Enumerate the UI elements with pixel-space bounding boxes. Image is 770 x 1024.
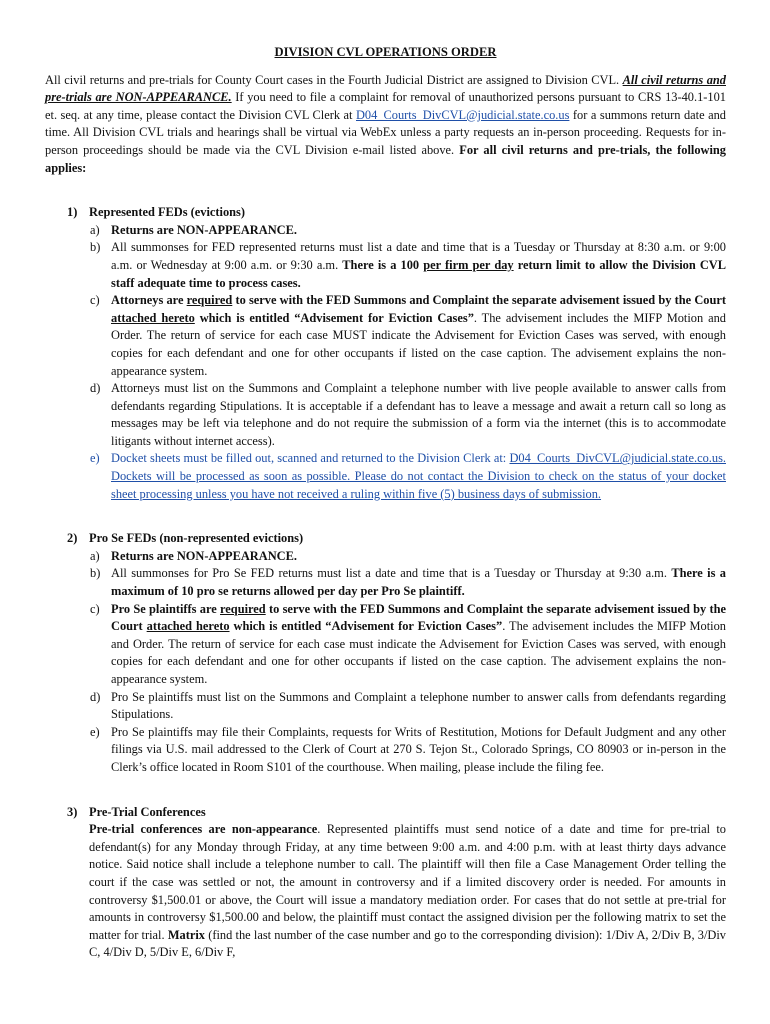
list-item (90, 380, 726, 450)
intro-applies-text: For all civil returns and pre-trials, the following applies: (45, 142, 727, 175)
list-item (90, 601, 727, 689)
item-text-bold-underline: required (220, 601, 266, 616)
item-text: Returns are NON-APPEARANCE. (111, 222, 297, 237)
list-item (90, 222, 726, 240)
item-letter: b) (90, 566, 101, 581)
item-letter: a) (90, 222, 100, 237)
list-item (90, 548, 726, 566)
item-text-bold: to serve with the FED Summons and Complaint the separate advisement issued by the Court (232, 293, 726, 308)
section-heading: Represented FEDs (evictions) (89, 205, 246, 220)
section-pro-se-feds (45, 530, 726, 776)
item-text: All summonses for Pro Se FED returns must list a date and time that is a Tuesday or Thursday at 9:30 a.m. (111, 566, 672, 581)
matrix-text: (find the last number of the case number and go to the corresponding division): 1/Div A, 2/Div B, 3/Div C, 4/Div D, 5/Div E, 6/Div F, (89, 927, 726, 960)
item-text: Attorneys must list on the Summons and Complaint a telephone number with live people available to answer calls from defendants regarding Stipulations. It is acceptable if a defendant has to leave a message and await a return call so long as messages may be left via telephone and do not require the submission of a form via the internet (this is to accommodate litigants without internet access). (111, 381, 726, 448)
pre-trial-text: . Represented plaintiffs must send notice of a date and time for pre-trial to defendant(s) for any Monday through Friday, at any time between 9:00 a.m. and 4:00 p.m. with at least thirty days advance notice. Said notice shall include a telephone number to call. The plaintiff will then file a Case Management Order telling the court if the case was settled or not, the amount in controversy and if a limited discovery order is needed. For amounts in controversy $1,500.01 or above, the Court will issue a mandatory mediation order. For cases that do not settle at pre-trial for amounts in controversy $1,500.00 and below, the plaintiff must contact the assigned division per the following matrix to set the matter for trial. (89, 822, 727, 942)
section-pre-trial-conferences (45, 804, 726, 962)
item-text-bold: There is a maximum of 10 pro se returns allowed per day per Pro Se plaintiff. (111, 566, 726, 599)
item-text-bold-underline: required (186, 293, 233, 308)
section-number: 2) (67, 531, 78, 546)
section-heading: Pre-Trial Conferences (89, 804, 206, 819)
section-number: 3) (67, 804, 78, 819)
item-letter: d) (90, 689, 101, 704)
section-number: 1) (67, 205, 78, 220)
item-text-bold: which is entitled “Advisement for Eviction Cases” (229, 619, 503, 634)
item-text-bold: Attorneys are (111, 293, 187, 308)
item-text-bold-underline: attached hereto (111, 310, 195, 325)
section-heading: Pro Se FEDs (non-represented evictions) (89, 531, 304, 546)
intro-non-appearance: All civil returns and pre-trials are NON-APPEARANCE. (45, 72, 726, 105)
list-item (90, 724, 726, 777)
item-text-bold-underline: attached hereto (146, 619, 230, 634)
item-text-bold: to serve with the FED Summons and Complaint the separate advisement issued by the Court (111, 601, 727, 634)
item-letter: d) (90, 381, 101, 396)
document-title: DIVISION CVL OPERATIONS ORDER (274, 45, 497, 59)
item-text: All summonses for FED represented returns must list a date and time that is a Tuesday or Thursday at 8:30 a.m. or 9:00 a.m. or Wednesday at 9:00 a.m. or 9:30 a.m. (111, 240, 726, 272)
list-item (90, 689, 726, 724)
list-item (90, 239, 726, 292)
intro-text-3: for a summons return date and time. All Division CVL trials and hearings shall be virtual via WebEx unless a party requests an in-person proceeding. Requests for in-person proceedings should be made via the CVL Division e-mail listed above. (45, 107, 726, 157)
item-text-bold: return limit to allow the Division CVL staff adequate time to process cases. (111, 257, 726, 290)
item-letter: c) (90, 293, 100, 308)
item-text: Pro Se plaintiffs must list on the Summons and Complaint a telephone number to answer calls from defendants regarding Stipulations. (111, 689, 726, 722)
item-text-bold: Pro Se plaintiffs are (111, 601, 221, 616)
list-item (90, 292, 726, 380)
intro-text-2: If you need to file a complaint for removal of unauthorized persons pursuant to CRS 13-40.1-101 et. seq. at any time, please contact the Division CVL Clerk at (45, 90, 726, 122)
item-letter: e) (90, 724, 100, 739)
item-text: Docket sheets must be filled out, scanned and returned to the Division Clerk at: (111, 451, 510, 466)
item-text: . The advisement includes the MIFP Motion and Order. The return of service for each case MUST indicate the Advisement for Eviction Cases was served, with enough copies for each defendant and one for other occupants if listed on the case caption. The advisement explains the non-appearance system. (111, 310, 726, 378)
item-letter: b) (90, 240, 101, 255)
list-item (90, 565, 726, 600)
item-letter: e) (90, 451, 100, 466)
intro-text-1: All civil returns and pre-trials for County Court cases in the Fourth Judicial District are assigned to Division CVL. (45, 72, 623, 87)
pre-trial-paragraph (45, 821, 726, 962)
list-item (90, 450, 726, 503)
item-text: Returns are NON-APPEARANCE. (111, 548, 297, 563)
matrix-label: Matrix (167, 927, 205, 942)
item-text: . The advisement includes the MIFP Motion and Order. The return of service for each case must indicate the Advisement for Eviction Cases was served, with enough copies for each defendant and one for other occupants if listed on the case caption. The advisement explains the non-appearance system. (111, 619, 726, 686)
item-text-bold: which is entitled “Advisement for Eviction Cases” (194, 310, 474, 325)
item-text-bold: There is a 100 (342, 257, 424, 272)
item-text: Pro Se plaintiffs may file their Complaints, requests for Writs of Restitution, Motions for Default Judgment and any other filings via U.S. mail addressed to the Clerk of Court at 270 S. Tejon St., Colorado Springs, CO 80903 or in-person in the Clerk’s office located in Room S101 of the courthouse. When mailing, please include the filing fee. (111, 724, 726, 774)
section-represented-feds (45, 204, 726, 503)
intro-paragraph (45, 72, 726, 178)
item-letter: c) (90, 601, 100, 616)
item-text-bold-underline: per firm per day (423, 257, 514, 272)
division-email-link[interactable]: D04_Courts_DivCVL@judicial.state.co.us (355, 107, 570, 122)
pre-trial-bold-lead: Pre-trial conferences are non-appearance (89, 822, 318, 837)
docket-email-link[interactable]: D04_Courts_DivCVL@judicial.state.co.us. Dockets will be processed as soon as possible. Please do not contact the Division to check on the status of your docket sheet processing unless you have not received a ruling within five (5) business days of submission. (111, 451, 726, 501)
item-letter: a) (90, 548, 100, 563)
